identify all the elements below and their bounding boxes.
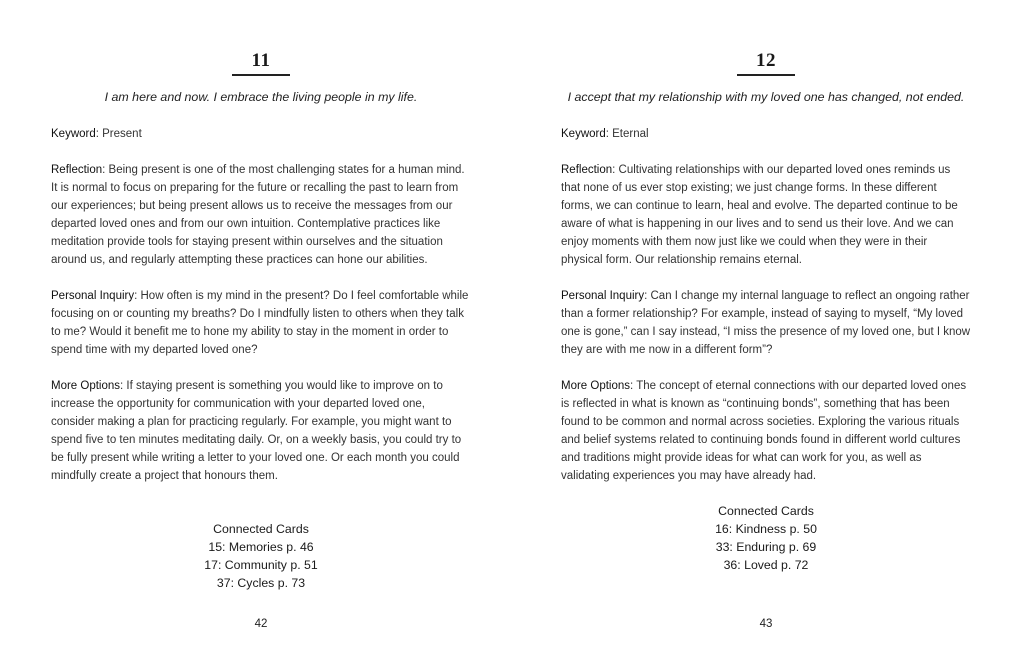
connected-cards-heading: Connected Cards bbox=[213, 522, 309, 536]
card-body bbox=[561, 125, 971, 503]
keyword-paragraph: Keyword: Eternal bbox=[561, 128, 649, 140]
options-label: More Options bbox=[51, 380, 121, 392]
connected-cards bbox=[51, 520, 471, 592]
inquiry-label: Personal Inquiry bbox=[561, 290, 645, 302]
inquiry-text: Can I change my internal language to reflect an ongoing rather than a former relationship? For example, instead of saying to myself, “My loved one is gone,” can I say instead, “I miss the presence of my loved one, but I know they are with me now in a different form”? bbox=[561, 290, 971, 356]
connected-card-item: 36: Loved p. 72 bbox=[723, 558, 809, 572]
affirmation: I accept that my relationship with my loved one has changed, not ended. bbox=[567, 90, 965, 104]
inquiry-paragraph: Personal Inquiry: How often is my mind in the present? Do I feel comfortable while focusing on or counting my breaths? Do I mindfully listen to others when they talk to me? Would it benefit me to hone my ability to stay in the moment in order to spend time with my departed loved one? bbox=[51, 290, 469, 356]
affirmation: I am here and now. I embrace the living people in my life. bbox=[104, 90, 418, 104]
keyword-label: Keyword bbox=[51, 128, 96, 140]
reflection-label: Reflection bbox=[51, 164, 103, 176]
reflection-paragraph: Reflection: Being present is one of the most challenging states for a human mind. It is normal to focus on preparing for the future or recalling the past to learn from our experiences; but being present allows us to receive the messages from our departed loved ones and from our own intuition. Contemplative practices like meditation provide tools for staying present within ourselves and the situation around us, and regularly attempting these practices can hone our abilities. bbox=[51, 164, 465, 266]
connected-card-item: 16: Kindness p. 50 bbox=[715, 522, 817, 536]
options-label: More Options bbox=[561, 380, 631, 392]
inquiry-paragraph: Personal Inquiry: Can I change my internal language to reflect an ongoing rather than a former relationship? For example, instead of saying to myself, “My loved one is gone,” can I say instead, “I miss the presence of my loved one, but I know they are with me now in a different form”? bbox=[561, 290, 971, 356]
title-rule bbox=[232, 74, 290, 76]
inquiry-label: Personal Inquiry bbox=[51, 290, 135, 302]
connected-card-item: 33: Enduring p. 69 bbox=[715, 540, 817, 554]
options-text: The concept of eternal connections with our departed loved ones is reflected in what is known as “continuing bonds”, something that has been found to be common and normal across societies. Exploring the various rituals and belief systems related to continuing bonds found in different world cultures and traditions might provide ideas for what can work for you, as well as validating experiences you may have already had. bbox=[561, 380, 967, 482]
connected-card-item: 17: Community p. 51 bbox=[204, 558, 318, 572]
reflection-paragraph: Reflection: Cultivating relationships with our departed loved ones reminds us that none of us ever stop existing; we just change forms. In these different forms, we can continue to learn, heal and evolve. The departed continue to be aware of what is happening in our lives and to send us their love. And we can enjoy moments with them now just like we could when they were in their physical form. Our relationship remains eternal. bbox=[561, 164, 958, 266]
keyword-label: Keyword bbox=[561, 128, 606, 140]
keyword-value: Present bbox=[102, 128, 142, 140]
page-number: 43 bbox=[759, 618, 773, 630]
options-paragraph: More Options: If staying present is something you would like to improve on to increase the opportunity for communication with your departed loved one, consider making a plan for practicing regularly. For example, you might want to spend five to ten minutes meditating daily. Or, on a weekly basis, you could try to be fully present while writing a letter to your loved one. Or each month you could mindfully create a project that honours them. bbox=[51, 380, 462, 482]
reflection-text: Cultivating relationships with our departed loved ones reminds us that none of us ever stop existing; we just change forms. In these different forms, we can continue to learn, heal and evolve. The departed continue to be aware of what is happening in our lives and to send us their love. And we can enjoy moments with them now just like we could when they were in their physical form. Our relationship remains eternal. bbox=[561, 164, 958, 266]
page-right bbox=[561, 0, 971, 663]
page-left bbox=[51, 0, 471, 663]
title-rule bbox=[737, 74, 795, 76]
inquiry-text: How often is my mind in the present? Do I feel comfortable while focusing on or counting my breaths? Do I mindfully listen to others when they talk to me? Would it benefit me to hone my ability to stay in the moment in order to spend time with my departed loved one? bbox=[51, 290, 469, 356]
connected-card-item: 37: Cycles p. 73 bbox=[216, 576, 306, 590]
connected-card-item: 15: Memories p. 46 bbox=[208, 540, 314, 554]
page-number: 42 bbox=[254, 618, 268, 630]
connected-cards bbox=[561, 502, 971, 574]
card-body bbox=[51, 125, 471, 503]
options-paragraph: More Options: The concept of eternal connections with our departed loved ones is reflected in what is known as “continuing bonds”, something that has been found to be common and normal across societies. Exploring the various rituals and belief systems related to continuing bonds found in different world cultures and traditions might provide ideas for what can work for you, as well as validating experiences you may have already had. bbox=[561, 380, 967, 482]
keyword-paragraph: Keyword: Present bbox=[51, 128, 142, 140]
connected-cards-heading: Connected Cards bbox=[718, 504, 814, 518]
options-text: If staying present is something you would like to improve on to increase the opportunity for communication with your departed loved one, consider making a plan for practicing regularly. For example, you might want to spend five to ten minutes meditating daily. Or, on a weekly basis, you could try to be fully present while writing a letter to your loved one. Or each month you could mindfully create a project that honours them. bbox=[51, 380, 462, 482]
reflection-text: Being present is one of the most challenging states for a human mind. It is normal to focus on preparing for the future or recalling the past to learn from our experiences; but being present allows us to receive the messages from our departed loved ones and from our own intuition. Contemplative practices like meditation provide tools for staying present within ourselves and the situation around us, and regularly attempting these practices can hone our abilities. bbox=[51, 164, 465, 266]
card-number: 11 bbox=[251, 50, 271, 71]
card-number: 12 bbox=[756, 50, 776, 71]
reflection-label: Reflection bbox=[561, 164, 613, 176]
keyword-value: Eternal bbox=[612, 128, 649, 140]
